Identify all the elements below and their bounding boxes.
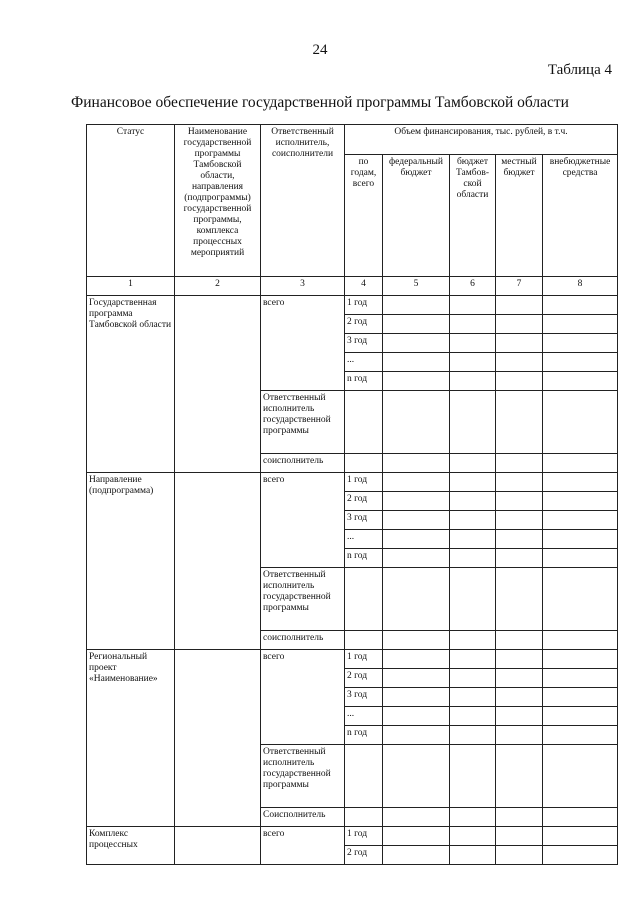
responsible-executor-cell: Ответственный исполнитель государственной программы	[261, 568, 345, 631]
column-number: 5	[383, 277, 450, 296]
empty-cell	[383, 296, 450, 315]
year-cell: ...	[345, 707, 383, 726]
empty-cell	[383, 827, 450, 846]
empty-cell	[496, 334, 543, 353]
year-cell: 1 год	[345, 827, 383, 846]
empty-cell	[543, 372, 618, 391]
name-cell	[175, 827, 261, 865]
empty-cell	[345, 745, 383, 808]
header-offbudget: внебюджетные средства	[543, 155, 618, 277]
total-cell: всего	[261, 827, 345, 865]
financing-table	[86, 124, 618, 865]
column-number: 4	[345, 277, 383, 296]
year-cell: 3 год	[345, 688, 383, 707]
empty-cell	[543, 808, 618, 827]
empty-cell	[450, 372, 496, 391]
year-cell: 1 год	[345, 650, 383, 669]
empty-cell	[450, 707, 496, 726]
name-cell	[175, 650, 261, 827]
empty-cell	[450, 473, 496, 492]
header-regional: бюджет Тамбов-ской области	[450, 155, 496, 277]
empty-cell	[450, 530, 496, 549]
empty-cell	[496, 391, 543, 454]
empty-cell	[496, 454, 543, 473]
empty-cell	[383, 568, 450, 631]
empty-cell	[450, 726, 496, 745]
empty-cell	[450, 846, 496, 865]
empty-cell	[496, 315, 543, 334]
year-cell: 2 год	[345, 846, 383, 865]
empty-cell	[496, 650, 543, 669]
empty-cell	[383, 454, 450, 473]
empty-cell	[543, 745, 618, 808]
empty-cell	[383, 334, 450, 353]
empty-cell	[543, 353, 618, 372]
empty-cell	[496, 827, 543, 846]
status-cell: Государственная программа Тамбовской области	[87, 296, 175, 473]
empty-cell	[450, 454, 496, 473]
empty-cell	[543, 688, 618, 707]
empty-cell	[450, 568, 496, 631]
year-cell: n год	[345, 549, 383, 568]
empty-cell	[345, 391, 383, 454]
column-number: 2	[175, 277, 261, 296]
empty-cell	[450, 631, 496, 650]
column-number: 8	[543, 277, 618, 296]
empty-cell	[450, 745, 496, 808]
empty-cell	[345, 631, 383, 650]
empty-cell	[383, 391, 450, 454]
empty-cell	[450, 296, 496, 315]
empty-cell	[543, 296, 618, 315]
empty-cell	[496, 372, 543, 391]
empty-cell	[543, 391, 618, 454]
empty-cell	[543, 650, 618, 669]
empty-cell	[543, 827, 618, 846]
empty-cell	[543, 707, 618, 726]
empty-cell	[496, 492, 543, 511]
empty-cell	[496, 726, 543, 745]
empty-cell	[496, 511, 543, 530]
empty-cell	[383, 353, 450, 372]
total-cell: всего	[261, 296, 345, 391]
header-by-years: по годам, всего	[345, 155, 383, 277]
empty-cell	[543, 511, 618, 530]
total-cell: всего	[261, 473, 345, 568]
empty-cell	[496, 530, 543, 549]
column-number-row	[87, 277, 618, 296]
empty-cell	[543, 549, 618, 568]
empty-cell	[450, 315, 496, 334]
empty-cell	[450, 391, 496, 454]
empty-cell	[496, 631, 543, 650]
year-cell: 1 год	[345, 473, 383, 492]
empty-cell	[383, 372, 450, 391]
empty-cell	[496, 549, 543, 568]
empty-cell	[543, 846, 618, 865]
empty-cell	[383, 669, 450, 688]
coexecutor-cell: соисполнитель	[261, 454, 345, 473]
name-cell	[175, 473, 261, 650]
table-row	[87, 650, 618, 669]
year-cell: 3 год	[345, 511, 383, 530]
empty-cell	[496, 353, 543, 372]
empty-cell	[450, 492, 496, 511]
year-cell: ...	[345, 353, 383, 372]
page-number: 24	[312, 42, 328, 58]
year-cell: n год	[345, 372, 383, 391]
status-cell: Комплекс процессных	[87, 827, 175, 865]
year-cell: 2 год	[345, 492, 383, 511]
year-cell: ...	[345, 530, 383, 549]
coexecutor-cell: соисполнитель	[261, 631, 345, 650]
empty-cell	[543, 334, 618, 353]
empty-cell	[450, 353, 496, 372]
empty-cell	[383, 650, 450, 669]
empty-cell	[543, 454, 618, 473]
empty-cell	[383, 511, 450, 530]
status-cell: Направление (подпрограмма)	[87, 473, 175, 650]
empty-cell	[496, 707, 543, 726]
header-federal: федеральный бюджет	[383, 155, 450, 277]
table-label: Таблица 4	[547, 62, 612, 78]
status-cell: Региональный проект «Наименование»	[87, 650, 175, 827]
empty-cell	[383, 549, 450, 568]
empty-cell	[543, 631, 618, 650]
empty-cell	[496, 846, 543, 865]
empty-cell	[450, 549, 496, 568]
empty-cell	[383, 808, 450, 827]
empty-cell	[543, 473, 618, 492]
empty-cell	[345, 454, 383, 473]
empty-cell	[345, 568, 383, 631]
header-executor: Ответственный исполнитель, соисполнители	[261, 125, 345, 277]
column-number: 6	[450, 277, 496, 296]
empty-cell	[383, 473, 450, 492]
empty-cell	[383, 315, 450, 334]
year-cell: 3 год	[345, 334, 383, 353]
empty-cell	[383, 726, 450, 745]
table-row	[87, 473, 618, 492]
empty-cell	[496, 808, 543, 827]
empty-cell	[543, 726, 618, 745]
empty-cell	[383, 631, 450, 650]
table-row	[87, 827, 618, 846]
empty-cell	[496, 669, 543, 688]
empty-cell	[383, 846, 450, 865]
column-number: 3	[261, 277, 345, 296]
total-cell: всего	[261, 650, 345, 745]
empty-cell	[496, 473, 543, 492]
empty-cell	[543, 315, 618, 334]
empty-cell	[383, 530, 450, 549]
responsible-executor-cell: Ответственный исполнитель государственной программы	[261, 391, 345, 454]
empty-cell	[496, 688, 543, 707]
header-local: местный бюджет	[496, 155, 543, 277]
empty-cell	[543, 568, 618, 631]
empty-cell	[383, 492, 450, 511]
empty-cell	[450, 827, 496, 846]
table-row	[87, 296, 618, 315]
year-cell: 2 год	[345, 315, 383, 334]
empty-cell	[383, 707, 450, 726]
header-funding-group: Объем финансирования, тыс. рублей, в т.ч.	[345, 125, 618, 155]
column-number: 7	[496, 277, 543, 296]
header-name: Наименование государственной программы Тамбовской области, направления (подпрограммы) государственной программы, комплекса процессных мероприятий	[175, 125, 261, 277]
empty-cell	[450, 669, 496, 688]
empty-cell	[496, 745, 543, 808]
empty-cell	[496, 296, 543, 315]
year-cell: 1 год	[345, 296, 383, 315]
empty-cell	[450, 650, 496, 669]
column-number: 1	[87, 277, 175, 296]
year-cell: n год	[345, 726, 383, 745]
coexecutor-cell: Соисполнитель	[261, 808, 345, 827]
header-status: Статус	[87, 125, 175, 277]
document-title: Финансовое обеспечение государственной программы Тамбовской области	[71, 94, 569, 111]
empty-cell	[543, 530, 618, 549]
empty-cell	[383, 688, 450, 707]
empty-cell	[450, 334, 496, 353]
empty-cell	[345, 808, 383, 827]
empty-cell	[450, 808, 496, 827]
name-cell	[175, 296, 261, 473]
empty-cell	[450, 511, 496, 530]
empty-cell	[383, 745, 450, 808]
empty-cell	[496, 568, 543, 631]
responsible-executor-cell: Ответственный исполнитель государственной программы	[261, 745, 345, 808]
empty-cell	[543, 669, 618, 688]
empty-cell	[450, 688, 496, 707]
year-cell: 2 год	[345, 669, 383, 688]
empty-cell	[543, 492, 618, 511]
